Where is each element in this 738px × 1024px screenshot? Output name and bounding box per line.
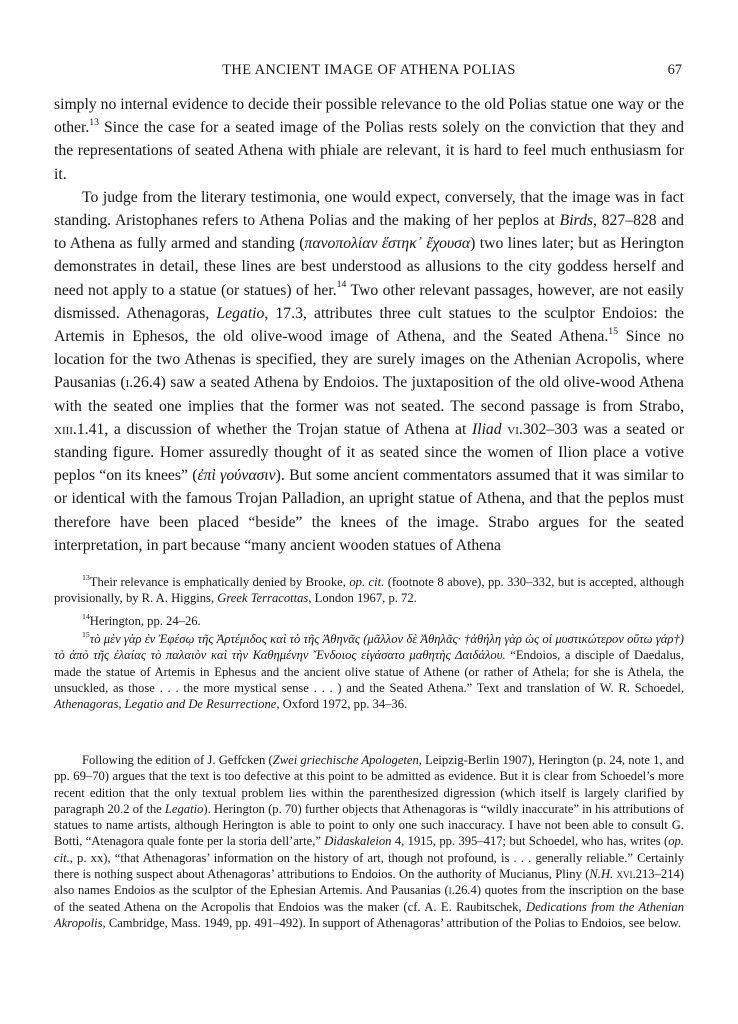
footnote-14 bbox=[54, 613, 684, 629]
title-birds: Birds bbox=[559, 212, 594, 230]
title-legatio: Legatio bbox=[216, 304, 265, 322]
text-run: “Endoios, a disciple of Daedalus, made the statue of Artemis in Ephesus and the ancient olive statue of Athene (or rather of Athela; for she is Athela, the unsuckled, as those . . . the more mystical sense . . . ) and the Seated Athena.” Text and translation of W. R. Schoedel, bbox=[54, 648, 684, 695]
footnote-ref-13[interactable]: 13 bbox=[89, 117, 100, 128]
roman-numeral: xvi. bbox=[616, 867, 636, 882]
text-run: , p. xx), “that Athenagoras’ information on the history of art, though not profound, is . . . generally reliable.” Certainly there is nothing suspect about Athenagoras’ attributions to Endoios. On the authority of Mucianus, Pliny ( bbox=[54, 850, 684, 882]
paragraph-1 bbox=[54, 93, 684, 186]
text-run: Following the edition of J. Geffcken ( bbox=[82, 753, 273, 767]
book-title: Zwei griechische Apologeten bbox=[272, 753, 419, 767]
abbrev-nh: N.H. bbox=[589, 867, 614, 882]
footnote-ref-14[interactable]: 14 bbox=[336, 279, 347, 291]
text-run: Since no location for the two Athenas is specified, they are surely images on the Athenian Acropolis, where Pausanias ( bbox=[54, 328, 684, 392]
text-run: ) two lines later; but as Herington demonstrates in detail, these lines are best understood as allusions to the city goddess herself and need not apply to a statue (or statues) of her. bbox=[54, 235, 684, 299]
text-run: simply no internal evidence to decide their possible relevance to the old Polias statue one way or the other. bbox=[54, 96, 684, 137]
footnote-number: 13 bbox=[82, 573, 90, 583]
footnote-number: 15 bbox=[82, 630, 90, 640]
footnote-13-block bbox=[54, 574, 684, 607]
footnote-15-continuation bbox=[54, 752, 684, 931]
text-run: ). Herington (p. 70) further objects that Athenagoras is “wildly inaccurate” in his attributions of statues to name artists, although Herington is able to point to only one such inaccuracy. I have not been able to consult G. Botti, “Atenagora quale fonte per la storia dell’arte,” bbox=[54, 801, 685, 849]
book-title: Greek Terracottas bbox=[217, 591, 309, 606]
text-run: Herington, pp. 24–26. bbox=[89, 614, 201, 628]
text-run: Two other relevant passages, however, are not easily dismissed. Athenagoras, bbox=[54, 281, 685, 322]
paragraph-2 bbox=[54, 186, 684, 557]
footnote-ref-15[interactable]: 15 bbox=[608, 325, 618, 337]
greek-quote: πανοπολίαν ἕστηκ᾽ ἔχουσα bbox=[304, 235, 471, 253]
text-run: , London 1967, p. 72. bbox=[308, 591, 417, 606]
text-run: (footnote 8 above), pp. 330–332, but is accepted, although provisionally, by R. A. Higgins, bbox=[54, 575, 684, 606]
footnote-15 bbox=[54, 631, 684, 712]
text-run: 26.4) quotes from the inscription on the base of the seated Athena on the Acropolis that Endoios was the maker (cf. A. E. Raubitschek, bbox=[54, 883, 684, 914]
running-header bbox=[54, 60, 684, 80]
greek-passage: τὸ μὲν γὰρ ἐν Ἐφέσῳ τῆς Ἀρτέμιδος καὶ τὸ τῆς Ἀθηνᾶς (μᾶλλον δὲ Ἀθηλᾶς· †ἀθήλη γὰρ ὡς οἱ μυστικώτερον οὕτω γάρ†) τὸ ἀπὸ τῆς ἐλαίας τὸ παλαιὸν καὶ τὴν Καθημένην Ἔνδοιος εἰγάσατο μαθητὴς Δαιδάλου. bbox=[54, 632, 684, 663]
text-run: 4, 1915, pp. 395–417; but Schoedel, who has, writes ( bbox=[391, 834, 669, 849]
footnote-paragraph bbox=[54, 752, 684, 931]
text-run: To judge from the literary testimonia, one would expect, conversely, that the image was in fact standing. Aristophanes refers to Athena Polias and the making of her peplos at bbox=[54, 188, 684, 230]
journal-title: Didaskaleion bbox=[324, 834, 392, 849]
roman-numeral: vi. bbox=[507, 420, 523, 438]
op-cit: op. cit. bbox=[54, 834, 684, 865]
op-cit: op. cit. bbox=[349, 575, 385, 589]
roman-numeral: xiii. bbox=[54, 420, 77, 438]
roman-numeral: i. bbox=[125, 374, 134, 392]
text-run: , Cambridge, Mass. 1949, pp. 491–492). In support of Athenagoras’ attribution of the Polias to Endoios, see below. bbox=[102, 915, 682, 930]
text-run: 26.4) saw a seated Athena by Endoios. The juxtaposition of the old olive-wood Athena with the seated one implies that the former was not seated. The second passage is from Strabo, bbox=[54, 374, 684, 415]
text-run: , Oxford 1972, pp. 34–36. bbox=[276, 697, 408, 712]
running-title: THE ANCIENT IMAGE OF ATHENA POLIAS bbox=[222, 62, 516, 78]
book-title: Athenagoras, Legatio and De Resurrectione bbox=[54, 697, 277, 712]
text-run: Their relevance is emphatically denied by Brooke, bbox=[89, 575, 350, 589]
greek-quote: ἐπὶ γούνασιν bbox=[197, 467, 276, 485]
text-run: , 17.3, attributes three cult statues to the sculptor Endoios: the Artemis in Ephesos, the old olive-wood image of Athena, and the Seated Athena. bbox=[54, 304, 684, 346]
footnote-15-block bbox=[54, 631, 684, 712]
text-run: , Leipzig-Berlin 1907), Herington (p. 24, note 1, and pp. 69–70) argues that the text is too defective at this point to be admitted as evidence. But it is clear from Schoedel’s more recent edition that the only textual problem lies within the parenthesized digression (which itself is largely clarified by paragraph 20.2 of the bbox=[54, 753, 684, 816]
footnote-13 bbox=[54, 574, 684, 607]
text-run: , 827–828 and to Athena as fully armed and standing ( bbox=[54, 212, 684, 253]
text-run: 213–214) also names Endoios as the sculptor of the Ephesian Artemis. And Pausanias ( bbox=[54, 867, 684, 898]
text-run: 1.41, a discussion of whether the Trojan statue of Athena at bbox=[76, 420, 472, 438]
main-text bbox=[54, 93, 684, 557]
footnote-14-block bbox=[54, 613, 684, 629]
page-number: 67 bbox=[667, 62, 682, 78]
title-legatio: Legatio bbox=[164, 801, 204, 816]
footnote-number: 14 bbox=[82, 612, 90, 622]
text-run: Since the case for a seated image of the Polias rests solely on the conviction that they and the representations of seated Athena with phiale are relevant, it is hard to feel much enthusiasm for it. bbox=[54, 119, 684, 183]
text-run: 302–303 was a seated or standing figure. Homer assuredly thought of it as seated since the women of Ilion place a votive peplos “on its knees” ( bbox=[54, 420, 684, 485]
book-title: Dedications from the Athenian Akropolis bbox=[54, 899, 684, 930]
roman-numeral: i. bbox=[448, 883, 455, 898]
title-iliad: Iliad bbox=[471, 420, 502, 438]
text-run: ). But some ancient commentators assumed that it was similar to or identical with the famous Trojan Palladion, an upright statue of Athena, and that the peplos must therefore have been placed “beside” the knees of the image. Strabo argues for the seated interpretation, in part because “many ancient wooden statues of Athena bbox=[54, 467, 684, 554]
